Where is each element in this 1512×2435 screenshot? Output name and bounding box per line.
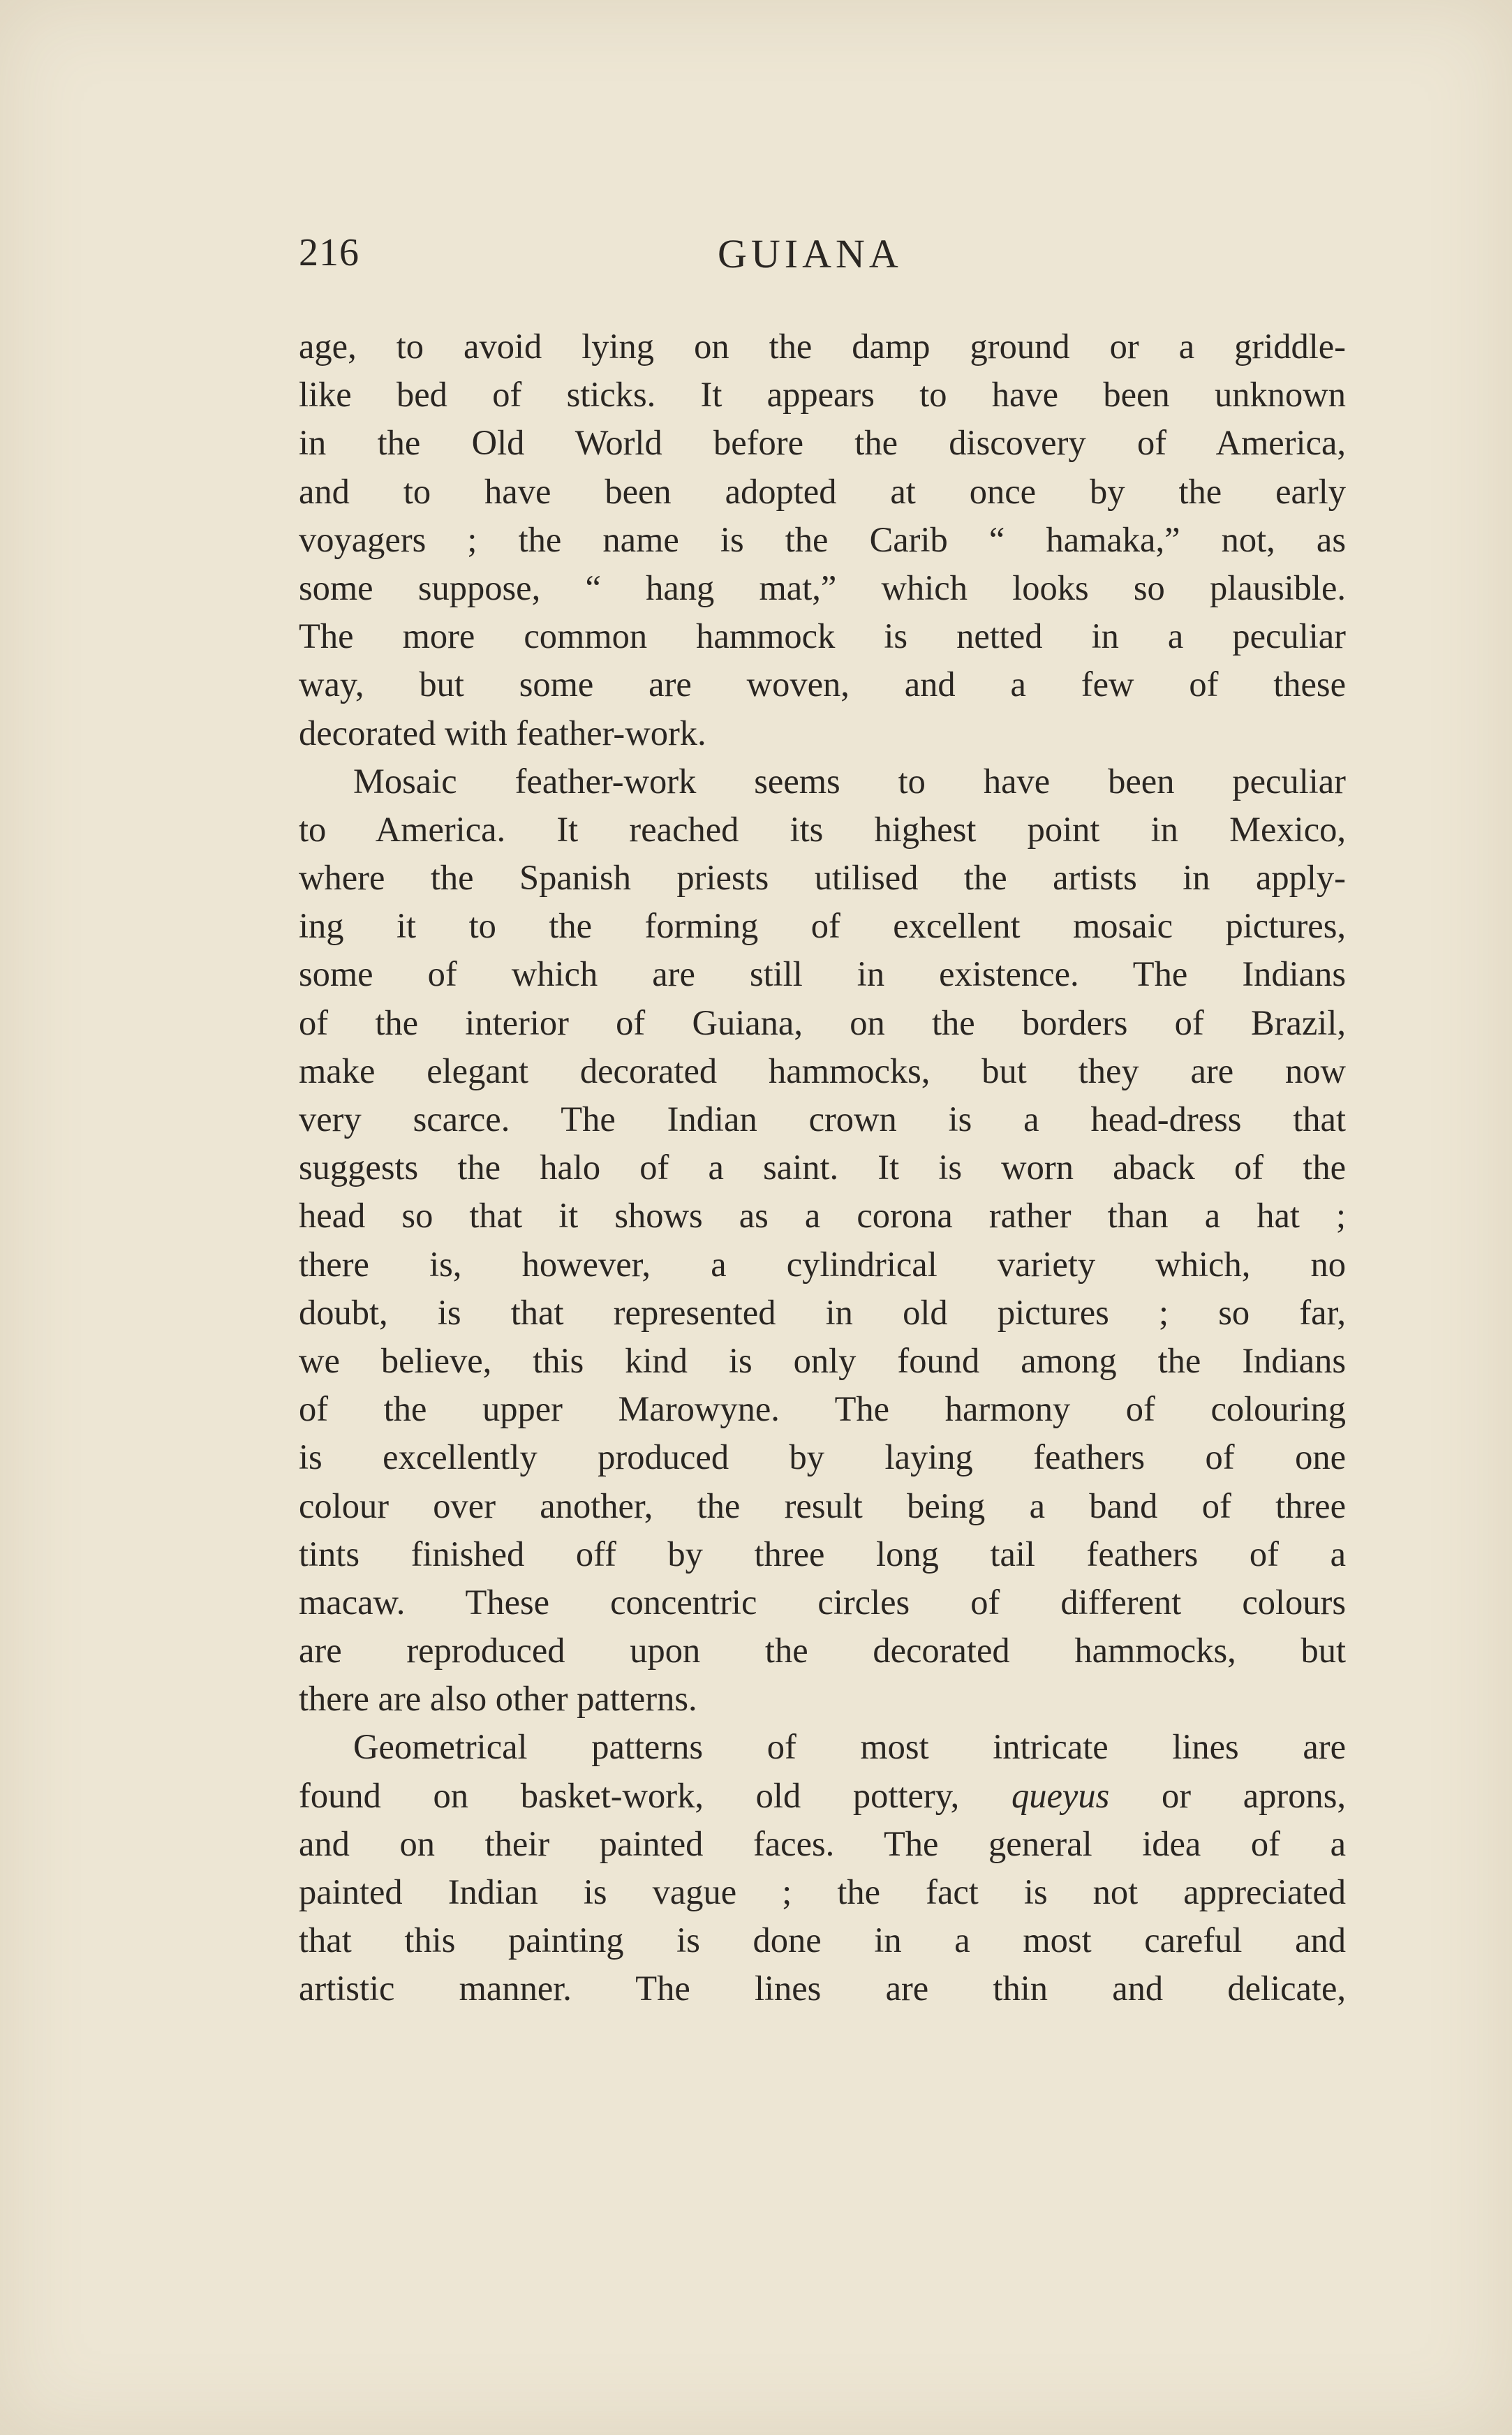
text-line: macaw. These concentric circles of different colours <box>299 1582 1346 1622</box>
text-line: of the upper Marowyne. The harmony of colouring <box>299 1389 1346 1429</box>
text-line: is excellently produced by laying feathers of one <box>299 1437 1346 1477</box>
text-line: ing it to the forming of excellent mosaic pictures, <box>299 906 1346 946</box>
text-run: found on basket-work, old pottery, <box>299 1775 1012 1815</box>
text-line: like bed of sticks. It appears to have been unknown <box>299 375 1346 415</box>
text-line: tints finished off by three long tail feathers of a <box>299 1534 1346 1574</box>
paragraph <box>299 1723 1346 2013</box>
text-line: decorated with feather-work. <box>299 713 706 753</box>
text-line: to America. It reached its highest point in Mexico, <box>299 809 1346 849</box>
text-line: The more common hammock is netted in a peculiar <box>299 616 1346 656</box>
text-line: and to have been adopted at once by the early <box>299 471 1346 511</box>
text-line: of the interior of Guiana, on the borders of Brazil, <box>299 1002 1346 1042</box>
text-line: suggests the halo of a saint. It is worn aback of the <box>299 1148 1346 1187</box>
paragraph <box>299 323 1346 757</box>
text-line: are reproduced upon the decorated hammocks, but <box>299 1631 1346 1671</box>
text-line: where the Spanish priests utilised the artists in apply- <box>299 858 1346 898</box>
page-header <box>299 230 1346 286</box>
text-line: make elegant decorated hammocks, but they are now <box>299 1051 1346 1090</box>
text-line: artistic manner. The lines are thin and delicate, <box>299 1969 1346 2008</box>
text-line: and on their painted faces. The general idea of a <box>299 1823 1346 1863</box>
text-line: some suppose, “ hang mat,” which looks so plausible. <box>299 568 1346 607</box>
text-line: age, to avoid lying on the damp ground or a griddle- <box>299 327 1346 366</box>
text-line: some of which are still in existence. The Indians <box>299 954 1346 994</box>
text-line <box>299 1772 1346 1820</box>
text-line: in the Old World before the discovery of America, <box>299 423 1346 463</box>
italic-term: queyus <box>1011 1775 1110 1815</box>
text-line: we believe, this kind is only found among the Indians <box>299 1340 1346 1380</box>
running-head: GUIANA <box>718 231 903 276</box>
text-line: very scarce. The Indian crown is a head-dress that <box>299 1100 1346 1139</box>
text-line: that this painting is done in a most careful and <box>299 1920 1346 1960</box>
body-text <box>299 323 1346 2013</box>
text-line: doubt, is that represented in old pictures ; so far, <box>299 1292 1346 1332</box>
text-line: painted Indian is vague ; the fact is not appreciated <box>299 1872 1346 1911</box>
paragraph <box>299 757 1346 1724</box>
text-line: voyagers ; the name is the Carib “ hamaka,” not, as <box>299 519 1346 559</box>
page-number: 216 <box>299 231 360 274</box>
text-line: Geometrical patterns of most intricate lines are <box>353 1727 1346 1767</box>
text-line: way, but some are woven, and a few of these <box>299 665 1346 704</box>
text-line: Mosaic feather-work seems to have been peculiar <box>353 761 1346 801</box>
text-line: there is, however, a cylindrical variety which, no <box>299 1244 1346 1284</box>
text-line: there are also other patterns. <box>299 1679 697 1719</box>
text-run: or aprons, <box>1109 1775 1346 1815</box>
text-line: colour over another, the result being a band of three <box>299 1486 1346 1525</box>
text-line: head so that it shows as a corona rather than a hat ; <box>299 1196 1346 1236</box>
